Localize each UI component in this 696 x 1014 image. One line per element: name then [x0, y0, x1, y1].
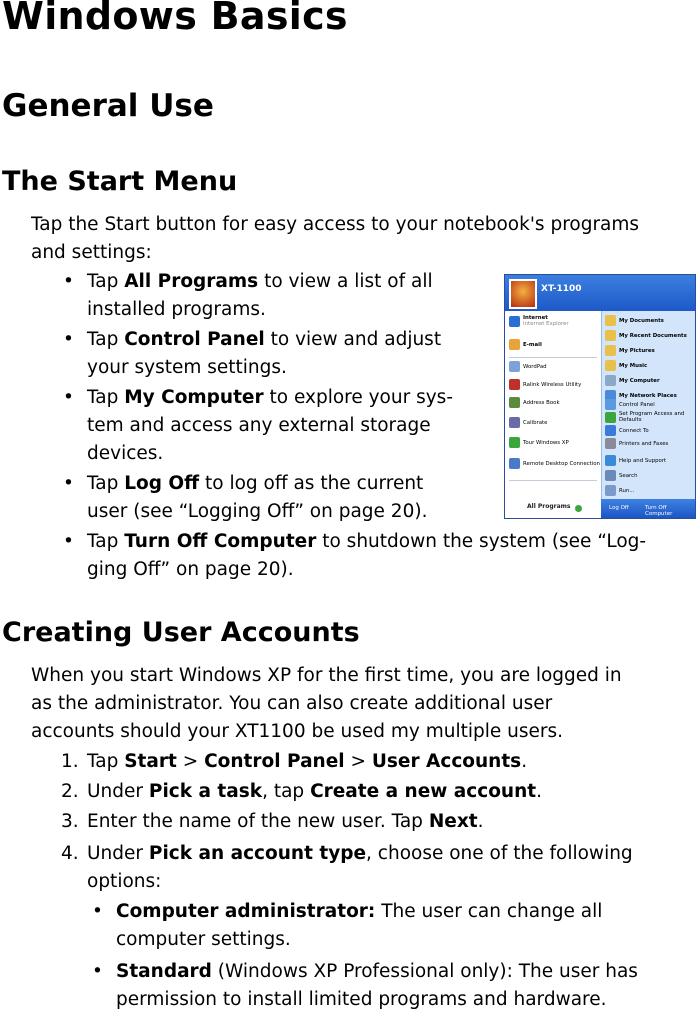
start-right-item[interactable] — [605, 330, 687, 341]
start-left-item[interactable] — [509, 361, 547, 372]
program-icon — [509, 397, 520, 408]
step-4: 4. Under Pick an account type, choose one of the following options: — [61, 843, 633, 892]
start-right-item-label: Connect To — [619, 427, 649, 434]
step-3: 3. Enter the name of the new user. Tap Next. — [61, 811, 484, 832]
step-text: . — [521, 751, 528, 772]
start-right-item[interactable] — [605, 455, 666, 466]
start-right-item-label: My Network Places — [619, 392, 677, 399]
start-right-item-label: Search — [619, 472, 638, 479]
turn-off-button[interactable]: Turn Off Computer — [645, 505, 673, 517]
start-right-item[interactable] — [605, 345, 655, 356]
step-text: > — [176, 751, 205, 772]
start-right-item[interactable] — [605, 375, 660, 386]
start-left-item[interactable] — [509, 458, 600, 469]
start-left-item-label: Ralink Wireless Utility — [523, 381, 582, 388]
step-bold-text: Next — [428, 811, 478, 832]
divider — [509, 480, 597, 481]
start-left-item[interactable] — [509, 315, 569, 327]
start-left-item[interactable] — [509, 379, 581, 390]
start-left-item-label: Calibrate — [523, 419, 548, 426]
start-menu-screenshot — [504, 274, 696, 519]
start-right-item-label: My Pictures — [619, 347, 655, 354]
accounts-intro: When you start Windows XP for the first time, you are logged in as the administrator. You can also create additional user accounts should your XT1100 be used my multiple users. — [31, 665, 622, 742]
step-text: , choose one of the following — [366, 843, 633, 864]
start-right-item-label: Printers and Faxes — [619, 440, 669, 447]
step-bold-text: Create a new account — [310, 781, 537, 802]
step-text: > — [344, 751, 372, 772]
run-item-label: Run... — [619, 487, 635, 494]
step-bold-text: Start — [124, 751, 177, 772]
folder-icon — [605, 360, 616, 371]
all-programs-button[interactable]: All Programs — [527, 503, 571, 510]
section-heading: General Use — [2, 88, 214, 124]
folder-icon — [605, 375, 616, 386]
bullet-all-programs: • Tap All Programs to view a list of all installed programs. — [87, 268, 433, 324]
accounts-heading: Creating User Accounts — [2, 617, 360, 648]
user-avatar — [509, 279, 537, 309]
bullet-turn-off: • Tap Turn Off Computer to shutdown the system (see “Log- ging Off” on page 20). — [87, 528, 646, 584]
divider — [509, 357, 597, 358]
start-right-item[interactable] — [605, 425, 649, 436]
folder-icon — [605, 330, 616, 341]
start-menu-heading: The Start Menu — [2, 166, 238, 197]
start-menu-header — [505, 275, 695, 311]
step-bold-text: Control Panel — [204, 751, 345, 772]
start-left-item-label: WordPad — [523, 363, 547, 370]
option-computer-admin: • Computer administrator: The user can change all computer settings. — [116, 898, 602, 954]
start-left-item-label: Address Book — [523, 399, 560, 406]
start-right-item[interactable] — [605, 315, 664, 326]
program-icon — [509, 458, 520, 469]
start-right-item-label: My Recent Documents — [619, 332, 687, 339]
folder-icon — [605, 425, 616, 436]
step-text: , tap — [262, 781, 311, 802]
folder-icon — [605, 438, 616, 449]
step-text: Tap — [87, 751, 125, 772]
start-right-item[interactable] — [605, 438, 668, 449]
start-left-item-label: Remote Desktop Connection — [523, 460, 600, 467]
all-programs-arrow-icon — [575, 505, 582, 512]
user-name: XT-1100 — [541, 284, 582, 294]
folder-icon — [605, 315, 616, 326]
program-icon — [509, 316, 520, 327]
start-left-item-label: E-mail — [523, 341, 542, 348]
start-right-item[interactable] — [605, 411, 695, 423]
step-1: 1. Tap Start > Control Panel > User Accounts. — [61, 751, 528, 772]
start-left-item[interactable] — [509, 437, 569, 448]
start-right-item[interactable] — [605, 470, 638, 481]
start-right-item[interactable] — [605, 360, 647, 371]
start-left-item[interactable] — [509, 339, 542, 350]
start-right-item-label: Set Program Access and Defaults — [619, 411, 685, 423]
start-menu-intro: Tap the Start button for easy access to your notebook's programs and settings: — [31, 214, 640, 263]
step-bold-text: Pick an account type — [148, 843, 367, 864]
start-right-item[interactable] — [605, 399, 655, 410]
step-text: . — [477, 811, 484, 832]
start-right-item-label: Control Panel — [619, 401, 655, 408]
folder-icon — [605, 412, 616, 423]
start-right-item-label: My Documents — [619, 317, 664, 324]
step-2: 2. Under Pick a task, tap Create a new account. — [61, 781, 542, 802]
start-right-item-label: My Music — [619, 362, 648, 369]
step-text: . — [536, 781, 542, 802]
step-text: Under — [87, 843, 149, 864]
program-icon — [509, 417, 520, 428]
program-icon — [509, 437, 520, 448]
log-off-button[interactable]: Log Off — [609, 505, 629, 511]
start-left-item[interactable] — [509, 417, 547, 428]
bullet-log-off: • Tap Log Off to log off as the current user (see “Logging Off” on page 20). — [87, 470, 427, 526]
run-icon — [605, 485, 616, 496]
start-right-item-label: Help and Support — [619, 457, 667, 464]
option-standard: • Standard (Windows XP Professional only): The user has permission to install limited programs and hardware. — [116, 958, 638, 1014]
bullet-my-computer: • Tap My Computer to explore your sys- tem and access any external storage devices. — [87, 384, 453, 468]
program-icon — [509, 379, 520, 390]
step-text: Enter the name of the new user. Tap — [87, 811, 429, 832]
program-icon — [509, 361, 520, 372]
start-left-item[interactable] — [509, 397, 560, 408]
start-left-item-label: Internet Internet Explorer — [523, 315, 569, 327]
step-text: Under — [87, 781, 149, 802]
folder-icon — [605, 455, 616, 466]
step-bold-text: User Accounts — [371, 751, 522, 772]
folder-icon — [605, 470, 616, 481]
program-icon — [509, 339, 520, 350]
page-title: Windows Basics — [2, 0, 348, 38]
run-item[interactable] — [605, 485, 634, 496]
folder-icon — [605, 345, 616, 356]
start-right-item-label: My Computer — [619, 377, 660, 384]
bullet-control-panel: • Tap Control Panel to view and adjust your system settings. — [87, 326, 441, 382]
step-bold-text: Pick a task — [148, 781, 263, 802]
start-left-item-label: Tour Windows XP — [523, 439, 569, 446]
folder-icon — [605, 399, 616, 410]
